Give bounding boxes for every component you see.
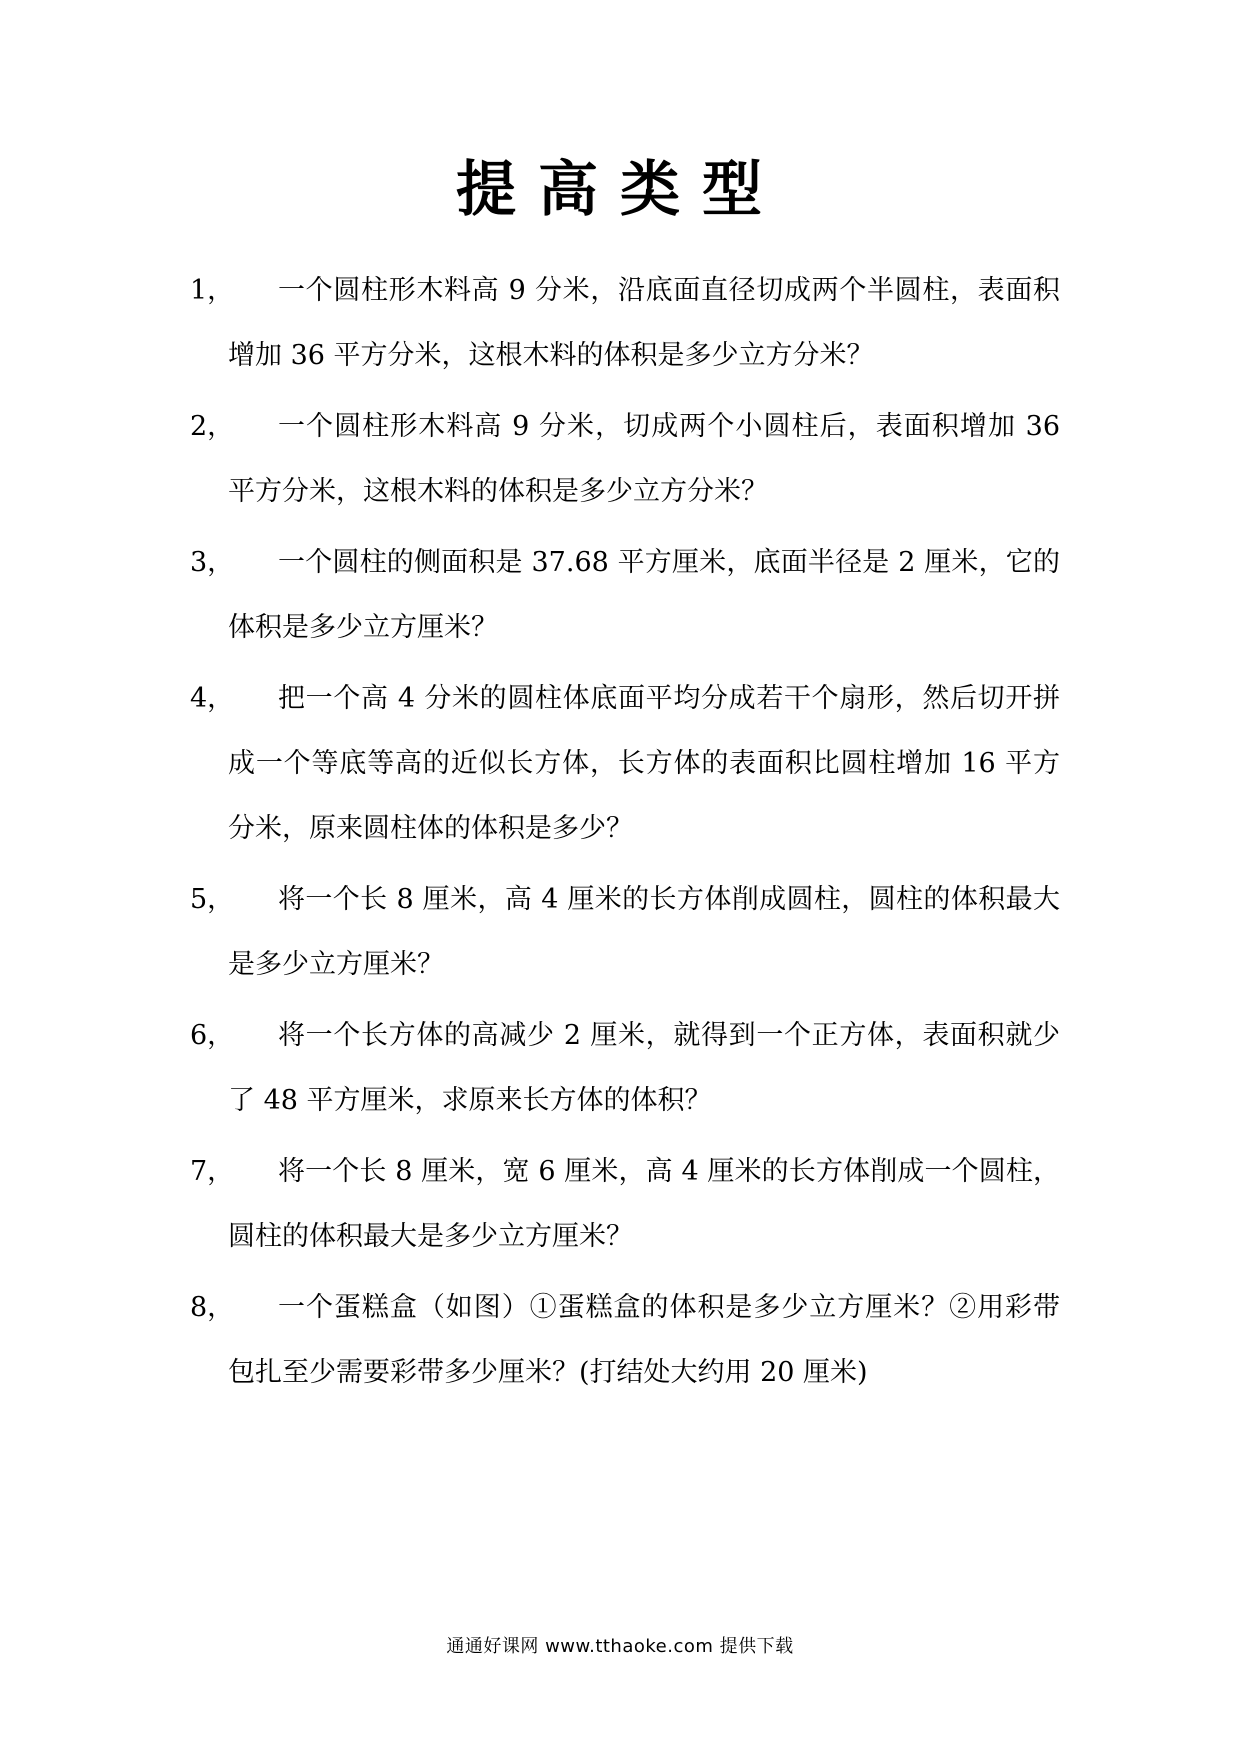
question-number: 5， bbox=[190, 884, 235, 915]
question-item bbox=[190, 1139, 1060, 1269]
question-number: 7， bbox=[190, 1156, 235, 1187]
question-number: 8， bbox=[190, 1292, 235, 1323]
question-text: 将一个长 8 厘米，宽 6 厘米，高 4 厘米的长方体削成一个圆柱，圆柱的体积最大是多少立方厘米？ bbox=[228, 1156, 1060, 1252]
question-text: 一个圆柱形木料高 9 分米，切成两个小圆柱后，表面积增加 36 平方分米，这根木料的体积是多少立方分米？ bbox=[228, 411, 1060, 507]
question-item bbox=[190, 530, 1060, 660]
question-number: 1， bbox=[190, 275, 235, 306]
question-item bbox=[190, 867, 1060, 997]
question-text: 一个蛋糕盒（如图）①蛋糕盒的体积是多少立方厘米？②用彩带包扎至少需要彩带多少厘米？(打结处大约用 20 厘米) bbox=[228, 1292, 1060, 1388]
footer-download-note: 通通好课网 www.tthaoke.com 提供下载 bbox=[446, 1636, 794, 1657]
question-number: 4， bbox=[190, 683, 235, 714]
question-item bbox=[190, 258, 1060, 388]
question-text: 把一个高 4 分米的圆柱体底面平均分成若干个扇形，然后切开拼成一个等底等高的近似长方体，长方体的表面积比圆柱增加 16 平方分米，原来圆柱体的体积是多少？ bbox=[228, 683, 1060, 844]
question-item bbox=[190, 1003, 1060, 1133]
question-item bbox=[190, 394, 1060, 524]
question-text: 一个圆柱的侧面积是 37.68 平方厘米，底面半径是 2 厘米，它的体积是多少立方厘米？ bbox=[228, 547, 1060, 643]
question-item bbox=[190, 1275, 1060, 1405]
question-number: 6， bbox=[190, 1020, 235, 1051]
question-text: 将一个长方体的高减少 2 厘米，就得到一个正方体，表面积就少了 48 平方厘米，求原来长方体的体积？ bbox=[228, 1020, 1060, 1116]
page-title: 提高类型 bbox=[456, 155, 784, 225]
question-item bbox=[190, 666, 1060, 861]
question-text: 将一个长 8 厘米，高 4 厘米的长方体削成圆柱，圆柱的体积最大是多少立方厘米？ bbox=[228, 884, 1060, 980]
question-number: 2， bbox=[190, 411, 235, 442]
question-text: 一个圆柱形木料高 9 分米，沿底面直径切成两个半圆柱，表面积增加 36 平方分米，这根木料的体积是多少立方分米？ bbox=[228, 275, 1060, 371]
question-number: 3， bbox=[190, 547, 235, 578]
question-list bbox=[190, 258, 1060, 1411]
